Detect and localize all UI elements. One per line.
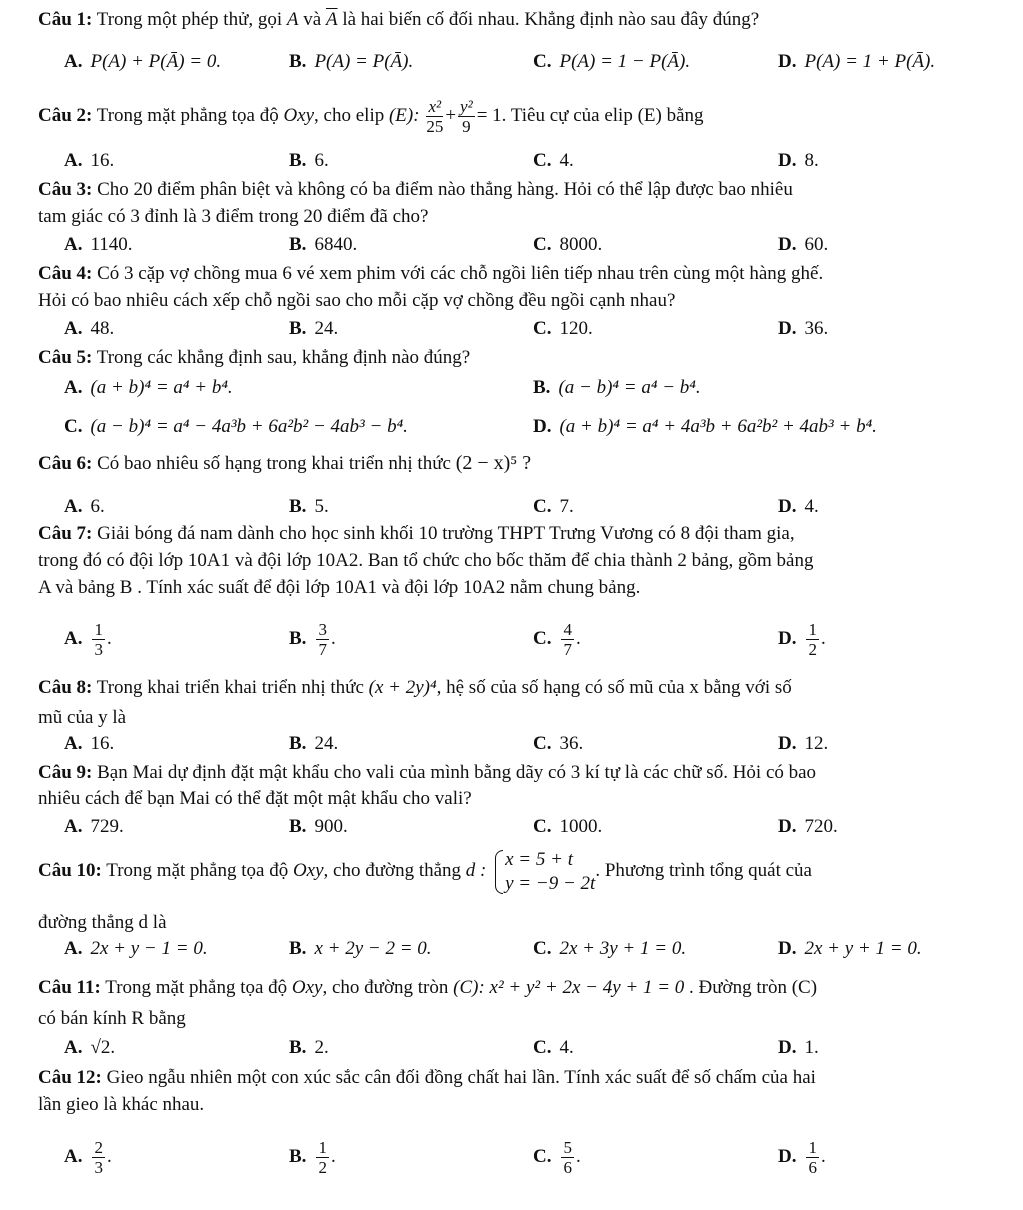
question-12-line-2: lần gieo là khác nhau. <box>38 1094 205 1115</box>
question-3-options <box>0 232 1023 258</box>
question-11: Câu 11: Trong mặt phẳng tọa độ Oxy, cho đường tròn (C): x² + y² + 2x − 4y + 1 = 0 . Đường tròn (C) <box>38 977 818 998</box>
option-a[interactable]: A. (a + b)⁴ = a⁴ + b⁴. <box>64 377 233 398</box>
option-b[interactable]: B. x + 2y − 2 = 0. <box>289 938 432 959</box>
question-label: Câu 4: <box>38 263 93 284</box>
question-7-line-3: A và bảng B . Tính xác suất để đội lớp 10A1 và đội lớp 10A2 nằm chung bảng. <box>38 577 641 598</box>
option-d[interactable]: D. 8. <box>778 150 819 171</box>
question-10-options <box>0 936 1023 962</box>
option-a[interactable]: A. 6. <box>64 496 105 517</box>
option-b[interactable]: B. P(A) = P(Ā). <box>289 51 414 72</box>
question-9-line-2: nhiêu cách để bạn Mai có thể đặt một mật khẩu cho vali? <box>38 788 472 809</box>
question-4-line-2: Hỏi có bao nhiêu cách xếp chỗ ngồi sao cho mỗi cặp vợ chồng đều ngồi cạnh nhau? <box>38 290 676 311</box>
option-a[interactable]: A. 16. <box>64 150 115 171</box>
option-a[interactable]: A. 1140. <box>64 234 133 255</box>
question-8-line-2: mũ của y là <box>38 707 127 728</box>
question-6: Câu 6: Có bao nhiêu số hạng trong khai triển nhị thức (2 − x)⁵ ? <box>38 452 532 474</box>
option-c[interactable]: C. 8000. <box>533 234 603 255</box>
option-a[interactable]: A. 48. <box>64 318 115 339</box>
option-a[interactable]: A. √2. <box>64 1037 116 1058</box>
option-c[interactable]: C. 36. <box>533 733 584 754</box>
question-label: Câu 5: <box>38 347 93 368</box>
question-6-options <box>0 494 1023 520</box>
question-1: Câu 1: Trong một phép thử, gọi A và $\overline{A}$ là hai biến cố đối nhau. Khẳng định nào sau đây đúng? <box>38 9 760 30</box>
option-c[interactable]: C. (a − b)⁴ = a⁴ − 4a³b + 6a²b² − 4ab³ − b⁴. <box>64 416 408 437</box>
question-4: Câu 4: Có 3 cặp vợ chồng mua 6 vé xem phim với các chỗ ngồi liên tiếp nhau trên cùng một hàng ghế. <box>38 263 824 284</box>
option-c[interactable]: C. $\frac{4}{7}$ . <box>533 620 581 660</box>
option-a[interactable]: A. 2x + y − 1 = 0. <box>64 938 208 959</box>
option-d[interactable]: D. $\frac{1}{2}$ . <box>778 620 826 660</box>
option-b[interactable]: B. $\frac{3}{7}$ . <box>289 620 336 660</box>
question-12: Câu 12: Gieo ngẫu nhiên một con xúc sắc cân đối đồng chất hai lần. Tính xác suất để số chấm của hai <box>38 1067 816 1088</box>
option-a[interactable]: A. 16. <box>64 733 115 754</box>
question-10-line-2: đường thẳng d là <box>38 912 167 933</box>
question-7-line-2: trong đó có đội lớp 10A1 và đội lớp 10A2. Ban tổ chức cho bốc thăm để chia thành 2 bảng, gồm bảng <box>38 550 814 571</box>
question-7: Câu 7: Giải bóng đá nam dành cho học sinh khối 10 trường THPT Trưng Vương có 8 đội tham gia, <box>38 523 795 544</box>
option-d[interactable]: D. $\frac{1}{6}$ . <box>778 1138 826 1178</box>
question-2: Câu 2: Trong mặt phẳng tọa độ Oxy, cho elip (E): $\frac{\text{x²}}{25}$ + $\frac{\text{y²}}{9}$ = 1. Tiêu cự của elip (E) bằng <box>38 97 704 137</box>
option-d[interactable]: D. 1. <box>778 1037 819 1058</box>
question-label: Câu 7: <box>38 523 93 544</box>
option-b[interactable]: B. 24. <box>289 733 339 754</box>
option-b[interactable]: B. 6840. <box>289 234 358 255</box>
option-d[interactable]: D. (a + b)⁴ = a⁴ + 4a³b + 6a²b² + 4ab³ + b⁴. <box>533 416 877 437</box>
question-5-options-row-1 <box>0 375 1023 401</box>
option-d[interactable]: D. 4. <box>778 496 819 517</box>
question-3-line-2: tam giác có 3 đỉnh là 3 điểm trong 20 điểm đã cho? <box>38 206 429 227</box>
option-c[interactable]: C. 2x + 3y + 1 = 0. <box>533 938 687 959</box>
question-label: Câu 1: <box>38 9 93 30</box>
question-label: Câu 12: <box>38 1067 102 1088</box>
option-b[interactable]: B. 2. <box>289 1037 329 1058</box>
question-8-options <box>0 731 1023 757</box>
question-2-options <box>0 148 1023 174</box>
question-7-options <box>0 616 1023 662</box>
question-1-options <box>0 49 1023 75</box>
question-8: Câu 8: Trong khai triển khai triển nhị thức (x + 2y)⁴, hệ số của số hạng có số mũ của x bằng với số <box>38 677 792 698</box>
option-d[interactable]: D. P(A) = 1 + P(Ā). <box>778 51 936 72</box>
option-c[interactable]: C. 4. <box>533 1037 574 1058</box>
option-b[interactable]: B. $\frac{1}{2}$ . <box>289 1138 336 1178</box>
option-a[interactable]: A. $\frac{2}{3}$ . <box>64 1138 112 1178</box>
option-b[interactable]: B. 5. <box>289 496 329 517</box>
question-10: Câu 10: Trong mặt phẳng tọa độ Oxy, cho đường thẳng d : x = 5 + t y = −9 − 2t . Phương trình tổng quát của <box>38 848 812 894</box>
question-3: Câu 3: Cho 20 điểm phân biệt và không có ba điểm nào thẳng hàng. Hỏi có thể lập được bao nhiêu <box>38 179 793 200</box>
question-11-options <box>0 1035 1023 1061</box>
option-c[interactable]: C. $\frac{5}{6}$ . <box>533 1138 581 1178</box>
question-4-options <box>0 316 1023 342</box>
option-c[interactable]: C. 7. <box>533 496 574 517</box>
question-label: Câu 2: <box>38 105 93 126</box>
option-c[interactable]: C. 4. <box>533 150 574 171</box>
question-label: Câu 6: <box>38 453 93 474</box>
question-label: Câu 3: <box>38 179 93 200</box>
option-b[interactable]: B. 24. <box>289 318 339 339</box>
question-5-options-row-2 <box>0 414 1023 440</box>
option-c[interactable]: C. 120. <box>533 318 593 339</box>
option-a[interactable]: A. 729. <box>64 816 124 837</box>
question-5: Câu 5: Trong các khẳng định sau, khẳng định nào đúng? <box>38 347 471 368</box>
option-d[interactable]: D. 2x + y + 1 = 0. <box>778 938 922 959</box>
option-b[interactable]: B. (a − b)⁴ = a⁴ − b⁴. <box>533 377 701 398</box>
option-d[interactable]: D. 36. <box>778 318 829 339</box>
option-c[interactable]: C. P(A) = 1 − P(Ā). <box>533 51 691 72</box>
option-a[interactable]: A. P(A) + P(Ā) = 0. <box>64 51 222 72</box>
option-d[interactable]: D. 12. <box>778 733 829 754</box>
question-label: Câu 9: <box>38 762 93 783</box>
question-11-line-2: có bán kính R bằng <box>38 1008 186 1029</box>
question-9-options <box>0 814 1023 840</box>
question-9: Câu 9: Bạn Mai dự định đặt mật khẩu cho vali của mình bằng dãy có 3 kí tự là các chữ số. Hỏi có bao <box>38 762 817 783</box>
option-b[interactable]: B. 6. <box>289 150 329 171</box>
option-a[interactable]: A. $\frac{1}{3}$ . <box>64 620 112 660</box>
option-b[interactable]: B. 900. <box>289 816 348 837</box>
fraction-x2-25: $\frac{\text{x²}}{25}$ <box>426 97 444 137</box>
question-12-options <box>0 1134 1023 1180</box>
question-label: Câu 8: <box>38 677 93 698</box>
option-d[interactable]: D. 60. <box>778 234 829 255</box>
parametric-system: x = 5 + t y = −9 − 2t <box>493 848 595 896</box>
option-d[interactable]: D. 720. <box>778 816 838 837</box>
option-c[interactable]: C. 1000. <box>533 816 603 837</box>
fraction-y2-9: $\frac{\text{y²}}{9}$ <box>460 97 473 137</box>
question-label: Câu 10: <box>38 860 102 881</box>
question-label: Câu 11: <box>38 977 101 998</box>
